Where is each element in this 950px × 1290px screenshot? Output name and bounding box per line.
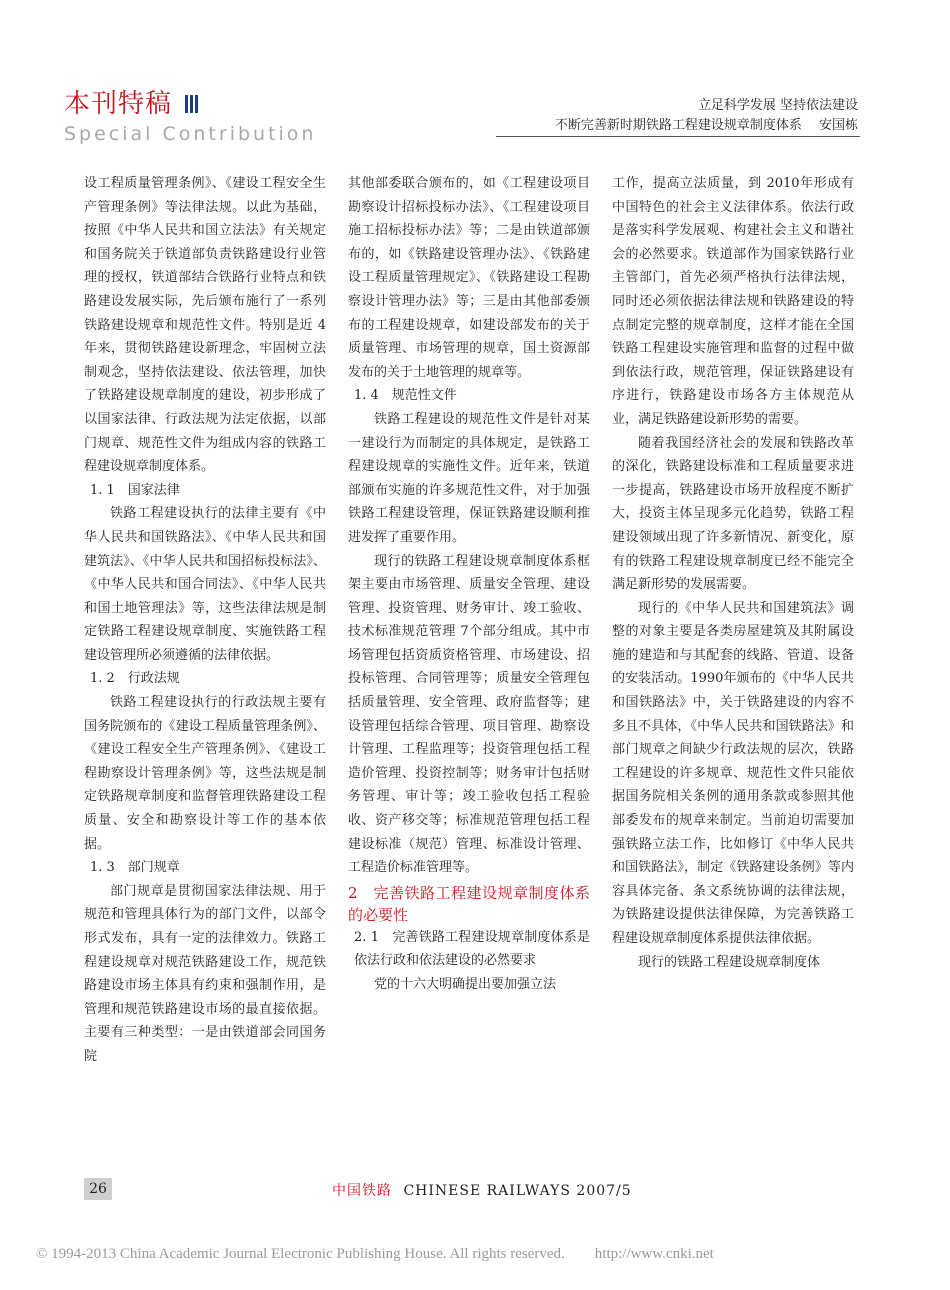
section-heading: 2 完善铁路工程建设规章制度体系的必要性	[348, 883, 590, 924]
copyright-notice: © 1994-2013 China Academic Journal Electronic Publishing House. All rights reserved. http://www.cnki.net	[36, 1246, 714, 1262]
section-title-cn-text: 本刊特稿	[64, 89, 173, 119]
subsection-heading: 1. 4 规范性文件	[354, 388, 457, 404]
paragraph: 部门规章是贯彻国家法律法规、用于规范和管理具体行为的部门文件，以部令形式发布，具有一定的法律效力。铁路工程建设规章对规范铁路建设工作，规范铁路建设市场主体具有约束和强制作用，是管理和规范铁路建设市场的最直接依据。主要有三种类型：一是由铁道部会同国务院	[84, 883, 326, 1064]
subsection-heading: 2. 1 完善铁路工程建设规章制度体系是依法行政和依法建设的必然要求	[354, 929, 590, 969]
section-title-cn	[64, 88, 316, 121]
running-title-line1: 立足科学发展 坚持依法建设	[697, 98, 858, 113]
page-number: 26	[84, 1178, 112, 1200]
paragraph: 铁路工程建设执行的行政法规主要有国务院颁布的《建设工程质量管理条例》、《建设工程安全生产管理条例》、《建设工程勘察设计管理条例》等，这些法规是制定铁路规章制度和监督管理铁路建设工程质量、安全和勘察设计等工作的基本依据。	[84, 695, 326, 852]
paragraph: 其他部委联合颁布的，如《工程建设项目勘察设计招标投标办法》、《工程建设项目施工招标投标办法》等；二是由铁道部颁布的，如《铁路建设管理办法》、《铁路建设工程质量管理规定》、《铁路建设工程勘察设计管理办法》等；三是由其他部委颁布的工程建设规章，如建设部发布的关于质量管理、市场管理的规章，国土资源部发布的关于土地管理的规章等。	[348, 176, 590, 380]
brand-bars-icon	[185, 89, 200, 121]
paragraph: 现行的铁路工程建设规章制度体系框架主要由市场管理、质量安全管理、建设管理、投资管理、财务审计、竣工验收、技术标准规范管理 7个部分组成。其中市场管理包括资质资格管理、市场建设、招投标管理、合同管理等；质量安全管理包括质量管理、安全管理、政府监督等；建设管理包括综合管理、项目管理、勘察设计管理、工程监理等；投资管理包括工程造价管理、投资控制等；财务审计包括财务管理、审计等；竣工验收包括工程验收、资产移交等；标准规范管理包括工程建设标准（规范）管理、标准设计管理、工程造价标准管理等。	[348, 553, 590, 876]
text-column-2	[348, 172, 590, 997]
running-header	[555, 96, 858, 136]
subsection-heading: 1. 2 行政法规	[90, 671, 180, 687]
section-brand	[64, 88, 316, 145]
paragraph: 工作，提高立法质量，到 2010年形成有中国特色的社会主义法律体系。依法行政是落实科学发展观、构建社会主义和谐社会的必然要求。铁道部作为国家铁路行业主管部门，首先必须严格执行法律法规，同时还必须依据法律法规和铁路建设的特点制定完整的规章制度，这样才能在全国铁路工程建设实施管理和监督的过程中做到依法行政，规范管理，保证铁路建设有序进行，铁路建设市场各方主体规范从业，满足铁路建设新形势的需要。	[612, 176, 854, 427]
subsection-heading: 1. 3 部门规章	[90, 860, 180, 876]
paragraph: 铁路工程建设执行的法律主要有《中华人民共和国铁路法》、《中华人民共和国建筑法》、《中华人民共和国招标投标法》、《中华人民共和国合同法》、《中华人民共和国土地管理法》等，这些法律法规是制定铁路工程建设规章制度、实施铁路工程建设管理所必须遵循的法律依据。	[84, 506, 326, 663]
section-title-en: Special Contribution	[64, 123, 317, 145]
header-divider	[496, 136, 860, 137]
journal-name-cn: 中国铁路	[332, 1183, 392, 1199]
text-column-1	[84, 172, 326, 1069]
text-column-3	[612, 172, 854, 974]
paragraph: 铁路工程建设的规范性文件是针对某一建设行为而制定的具体规定，是铁路工程建设规章的实施性文件。近年来，铁道部颁布实施的许多规范性文件，对于加强铁路工程建设管理，保证铁路建设顺利推进发挥了重要作用。	[348, 411, 590, 545]
paragraph: 现行的《中华人民共和国建筑法》调整的对象主要是各类房屋建筑及其附属设施的建造和与其配套的线路、管道、设备的安装活动。1990年颁布的《中华人民共和国铁路法》中，关于铁路建设的内容不多且不具体，《中华人民共和国铁路法》和部门规章之间缺少行政法规的层次，铁路工程建设的许多规章、规范性文件只能依据国务院相关条例的通用条款或参照其他部委发布的规章来制定。当前迫切需要加强铁路立法工作，比如修订《中华人民共和国铁路法》，制定《铁路建设条例》等内容具体完备、条文系统协调的法律法规，为铁路建设提供法律保障，为完善铁路工程建设规章制度体系提供法律依据。	[612, 600, 854, 946]
journal-footer	[332, 1180, 632, 1200]
paragraph: 设工程质量管理条例》、《建设工程安全生产管理条例》等法律法规。以此为基础，按照《中华人民共和国立法法》有关规定和国务院关于铁道部负责铁路建设行业管理的授权，铁道部结合铁路行业特点和铁路建设发展实际，先后颁布施行了一系列铁路建设规章和规范性文件。特别是近 4年来，贯彻铁路建设新理念，牢固树立法制观念，坚持依法建设、依法管理，加快了铁路建设规章制度的建设，初步形成了以国家法律、行政法规为法定依据，以部门规章、规范性文件为组成内容的铁路工程建设规章制度体系。	[84, 176, 326, 475]
running-title-line2: 不断完善新时期铁路工程建设规章制度体系 安国栋	[554, 118, 858, 133]
paragraph: 随着我国经济社会的发展和铁路改革的深化，铁路建设标准和工程质量要求进一步提高，铁路建设市场开放程度不断扩大，投资主体呈现多元化趋势，铁路工程建设领域出现了许多新情况、新变化，原有的铁路工程建设规章制度已经不能完全满足新形势的发展需要。	[612, 435, 854, 593]
subsection-heading: 1. 1 国家法律	[90, 482, 180, 498]
paragraph: 现行的铁路工程建设规章制度体	[638, 954, 821, 970]
paragraph: 党的十六大明确提出要加强立法	[374, 977, 557, 992]
journal-name-en: CHINESE RAILWAYS 2007/5	[403, 1183, 632, 1199]
